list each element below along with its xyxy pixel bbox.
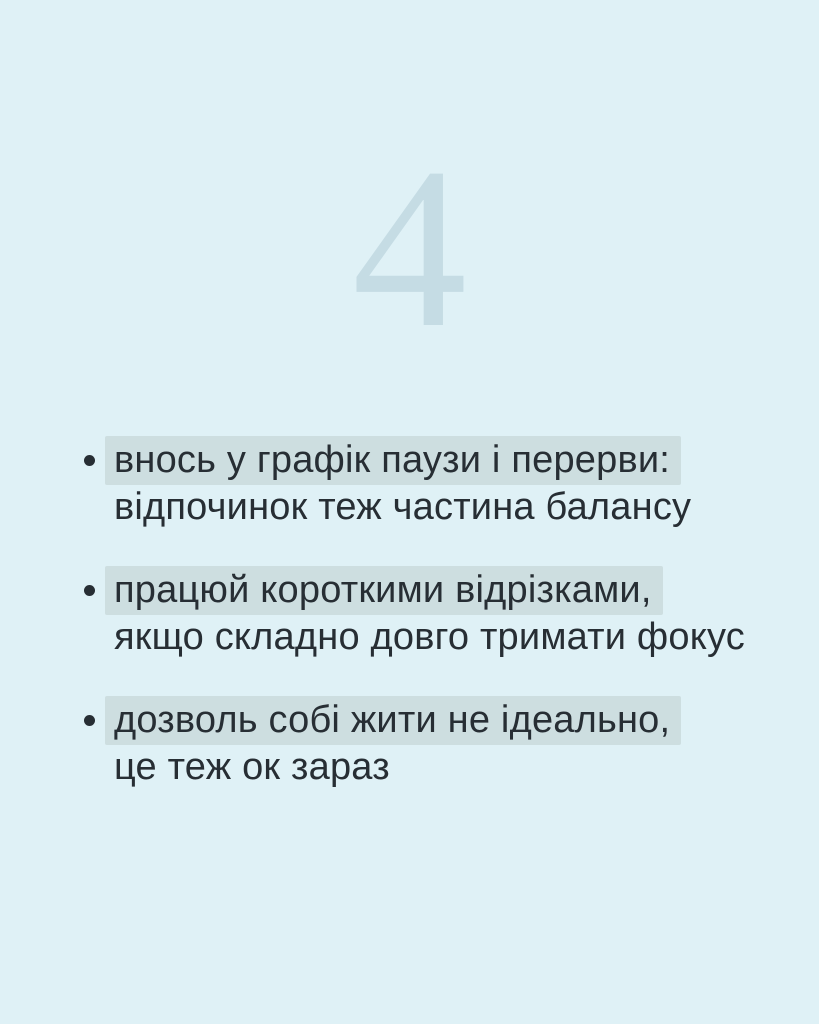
bullet-continuation: якщо складно довго тримати фокус — [114, 616, 745, 658]
highlighted-phrase: працюй короткими відрізками, — [105, 566, 663, 615]
bullet-text — [114, 437, 691, 531]
bullet-text — [114, 567, 745, 661]
bullet-text — [114, 697, 681, 791]
bullet-continuation: це теж ок зараз — [114, 746, 390, 788]
bullet-dot-icon — [84, 585, 95, 596]
list-item — [84, 697, 769, 791]
highlighted-phrase: внось у графік паузи і перерви: — [105, 436, 681, 485]
section-number: 4 — [352, 120, 467, 375]
bullet-dot-icon — [84, 455, 95, 466]
list-item — [84, 567, 769, 661]
bullet-continuation: відпочинок теж частина балансу — [114, 486, 692, 528]
bullet-dot-icon — [84, 715, 95, 726]
list-item — [84, 437, 769, 531]
highlighted-phrase: дозволь собі жити не ідеально, — [105, 696, 681, 745]
tips-list — [84, 437, 769, 827]
